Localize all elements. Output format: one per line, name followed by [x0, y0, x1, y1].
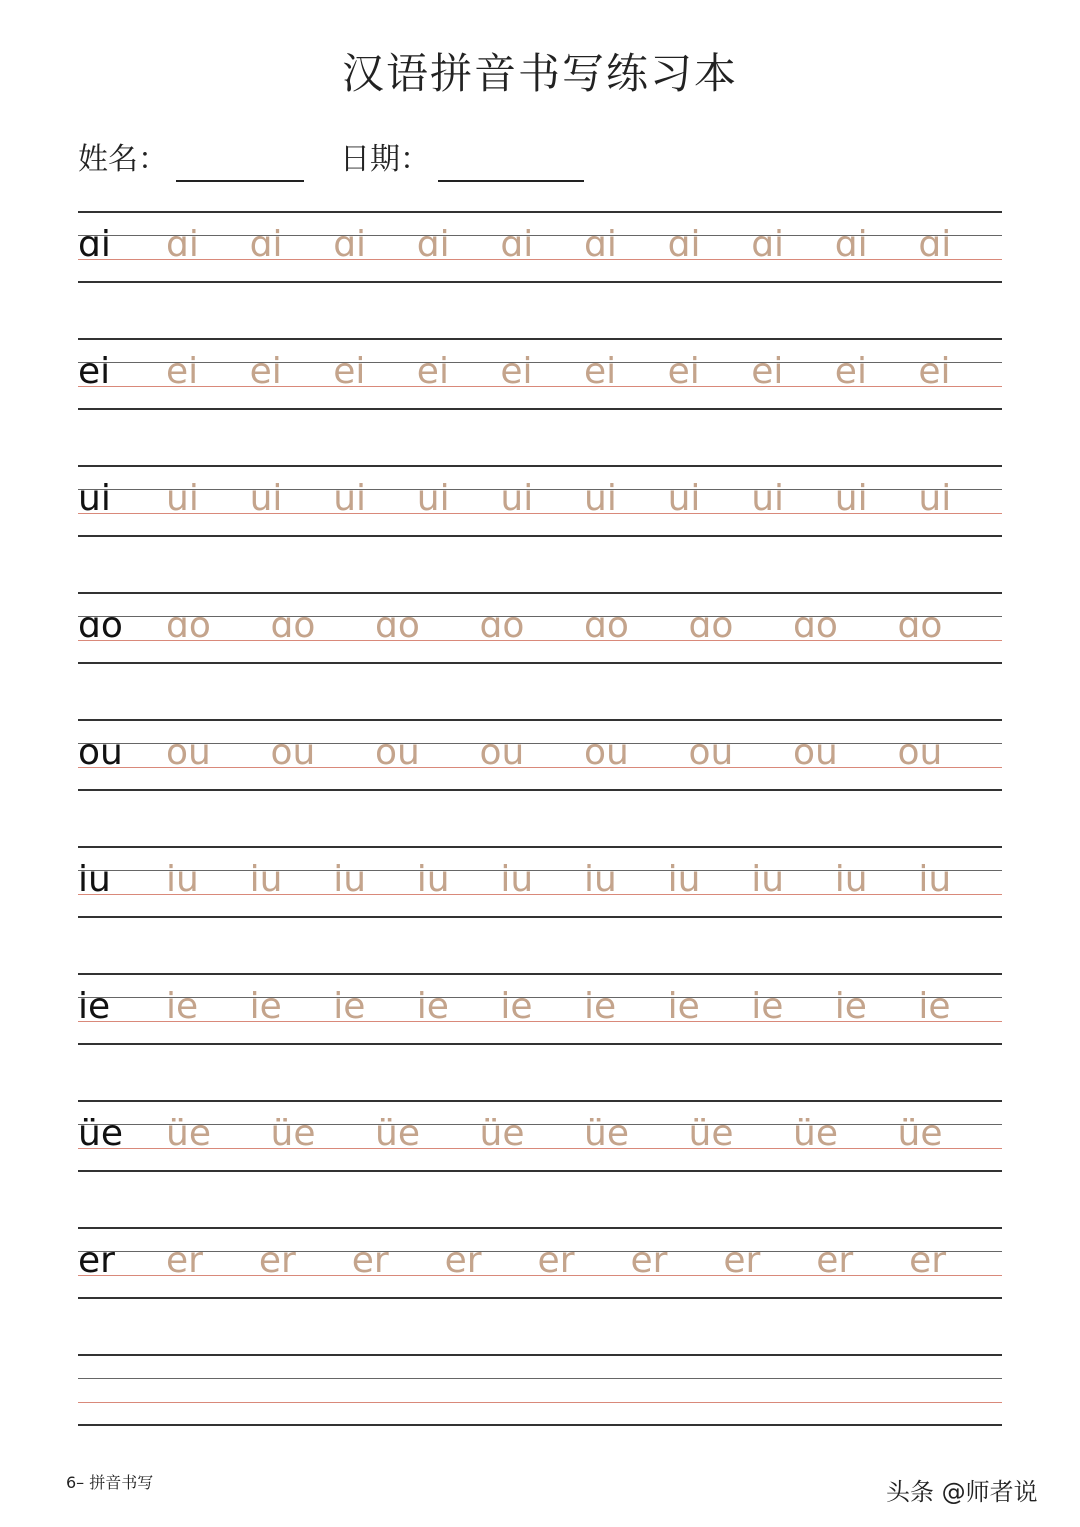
trace-syllable: iu — [834, 859, 868, 900]
ruling-line — [78, 767, 1002, 768]
trace-syllable: ui — [500, 478, 534, 519]
ruling-line — [78, 743, 1002, 744]
trace-syllable: iu — [667, 859, 701, 900]
page-title: 汉语拼音书写练习本 — [341, 49, 738, 98]
trace-syllable: ɑi — [918, 224, 952, 265]
practice-row[interactable] — [78, 1354, 1002, 1426]
trace-syllable: iu — [416, 859, 450, 900]
trace-syllable: ɑi — [834, 224, 868, 265]
trace-syllable: ɑo — [375, 605, 420, 646]
ruling-line — [78, 1354, 1002, 1356]
name-field[interactable] — [78, 138, 304, 182]
trace-syllable: ei — [416, 351, 449, 392]
trace-syllable: ei — [584, 351, 617, 392]
trace-syllable: ou — [688, 732, 734, 773]
trace-syllable: ui — [249, 478, 283, 519]
trace-syllable: er — [630, 1240, 668, 1281]
ruling-line — [78, 592, 1002, 594]
trace-syllable: ie — [751, 986, 784, 1027]
ruling-line — [78, 1170, 1002, 1172]
practice-row[interactable] — [78, 465, 1002, 537]
trace-syllable: ɑo — [793, 605, 838, 646]
trace-syllable: ou — [479, 732, 525, 773]
trace-syllable: üe — [584, 1113, 629, 1154]
trace-syllable: ɑo — [270, 605, 316, 646]
trace-syllable: ɑi — [416, 224, 450, 265]
date-field[interactable] — [340, 138, 584, 182]
model-syllable: ɑi — [78, 224, 111, 265]
trace-syllable: ei — [333, 351, 366, 392]
trace-syllable: ui — [918, 478, 952, 519]
trace-syllable: ɑo — [688, 605, 734, 646]
date-blank[interactable] — [438, 150, 584, 182]
trace-syllable: üe — [479, 1113, 525, 1154]
trace-syllable: üe — [375, 1113, 420, 1154]
trace-syllable: er — [166, 1240, 203, 1281]
model-syllable: ou — [78, 732, 123, 773]
practice-row[interactable] — [78, 846, 1002, 918]
trace-syllable: ei — [667, 351, 700, 392]
trace-syllable: iu — [751, 859, 785, 900]
trace-syllable: er — [909, 1240, 947, 1281]
trace-syllable: ei — [834, 351, 867, 392]
trace-syllable: üe — [270, 1113, 316, 1154]
trace-syllable: ui — [584, 478, 617, 519]
trace-syllable: ou — [897, 732, 943, 773]
trace-syllable: ie — [249, 986, 282, 1027]
trace-syllable: ui — [667, 478, 701, 519]
trace-syllable: iu — [500, 859, 534, 900]
ruling-line — [78, 789, 1002, 791]
trace-syllable: er — [351, 1240, 389, 1281]
model-syllable: er — [78, 1240, 115, 1281]
trace-syllable: ɑi — [751, 224, 785, 265]
trace-syllable: ie — [584, 986, 617, 1027]
model-syllable: ui — [78, 478, 111, 519]
model-syllable: ɑo — [78, 605, 123, 646]
trace-syllable: iu — [584, 859, 617, 900]
trace-syllable: er — [816, 1240, 854, 1281]
trace-syllable: ei — [500, 351, 533, 392]
trace-syllable: ui — [416, 478, 450, 519]
trace-syllable: ɑi — [667, 224, 701, 265]
trace-syllable: ou — [270, 732, 316, 773]
trace-syllable: er — [444, 1240, 482, 1281]
date-label: 日期： — [340, 142, 430, 177]
trace-syllable: ui — [751, 478, 785, 519]
name-blank[interactable] — [176, 150, 304, 182]
trace-syllable: ou — [793, 732, 838, 773]
ruling-line — [78, 640, 1002, 641]
trace-syllable: er — [258, 1240, 296, 1281]
trace-syllable: ie — [834, 986, 867, 1027]
trace-syllable: ei — [166, 351, 199, 392]
trace-syllable: üe — [897, 1113, 943, 1154]
trace-syllable: ie — [416, 986, 449, 1027]
name-label: 姓名： — [78, 142, 168, 177]
practice-row[interactable] — [78, 338, 1002, 410]
trace-syllable: ou — [584, 732, 629, 773]
trace-syllable: ui — [333, 478, 367, 519]
ruling-line — [78, 1402, 1002, 1403]
ruling-line — [78, 1124, 1002, 1125]
trace-syllable: ɑi — [500, 224, 534, 265]
trace-syllable: ie — [333, 986, 366, 1027]
practice-row[interactable] — [78, 1100, 1002, 1172]
trace-syllable: ie — [166, 986, 199, 1027]
trace-syllable: iu — [333, 859, 367, 900]
practice-row[interactable] — [78, 1227, 1002, 1299]
trace-syllable: er — [537, 1240, 575, 1281]
trace-syllable: ie — [500, 986, 533, 1027]
model-syllable: ie — [78, 986, 111, 1027]
trace-syllable: er — [723, 1240, 761, 1281]
trace-syllable: iu — [918, 859, 952, 900]
trace-syllable: ou — [166, 732, 211, 773]
trace-syllable: iu — [249, 859, 283, 900]
practice-row[interactable] — [78, 719, 1002, 791]
model-syllable: ei — [78, 351, 111, 392]
practice-row[interactable] — [78, 211, 1002, 283]
ruling-line — [78, 1424, 1002, 1426]
trace-syllable: ɑo — [897, 605, 943, 646]
trace-syllable: ɑi — [166, 224, 199, 265]
trace-syllable: ui — [166, 478, 199, 519]
trace-syllable: ui — [834, 478, 868, 519]
trace-syllable: üe — [793, 1113, 838, 1154]
ruling-line — [78, 1148, 1002, 1149]
model-syllable: üe — [78, 1113, 123, 1154]
ruling-line — [78, 662, 1002, 664]
trace-syllable: ɑi — [249, 224, 283, 265]
ruling-line — [78, 1100, 1002, 1102]
practice-row[interactable] — [78, 592, 1002, 664]
ruling-line — [78, 616, 1002, 617]
trace-syllable: ei — [918, 351, 951, 392]
practice-row[interactable] — [78, 973, 1002, 1045]
trace-syllable: ie — [918, 986, 951, 1027]
ruling-line — [78, 719, 1002, 721]
trace-syllable: ɑo — [479, 605, 525, 646]
trace-syllable: ei — [751, 351, 784, 392]
trace-syllable: ou — [375, 732, 420, 773]
page-footer: 6– 拼音书写 — [66, 1473, 154, 1492]
trace-syllable: ɑo — [166, 605, 211, 646]
watermark: 头条 @师者说 — [886, 1478, 1038, 1506]
model-syllable: iu — [78, 859, 111, 900]
trace-syllable: ɑi — [333, 224, 367, 265]
ruling-line — [78, 1378, 1002, 1379]
trace-syllable: üe — [688, 1113, 734, 1154]
trace-syllable: iu — [166, 859, 199, 900]
trace-syllable: ie — [667, 986, 700, 1027]
trace-syllable: ei — [249, 351, 282, 392]
trace-syllable: ɑi — [584, 224, 617, 265]
trace-syllable: ɑo — [584, 605, 629, 646]
trace-syllable: üe — [166, 1113, 211, 1154]
